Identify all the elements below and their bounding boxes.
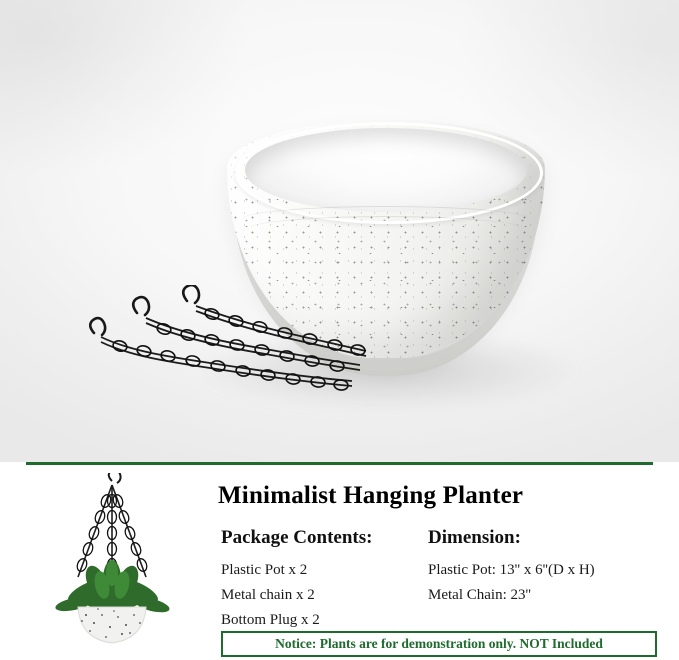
package-contents-column bbox=[221, 527, 431, 633]
metal-chain-set bbox=[60, 285, 380, 405]
lifestyle-photo bbox=[22, 473, 202, 653]
dimension-item: Metal Chain: 23'' bbox=[428, 587, 531, 603]
package-contents-item: Bottom Plug x 2 bbox=[221, 612, 320, 628]
package-contents-item: Metal chain x 2 bbox=[221, 587, 315, 603]
package-contents-item: Plastic Pot x 2 bbox=[221, 562, 308, 578]
metal-chains-svg bbox=[60, 285, 380, 405]
hanging-planter-illustration bbox=[22, 473, 202, 653]
info-panel bbox=[0, 465, 679, 660]
package-contents-heading: Package Contents: bbox=[221, 527, 373, 548]
notice-banner bbox=[221, 631, 657, 657]
notice-text: Notice: Plants are for demonstration only. NOT Included bbox=[275, 636, 603, 651]
dimension-column bbox=[428, 527, 658, 608]
page-title: Minimalist Hanging Planter bbox=[218, 482, 524, 509]
planter-stack-seam-secondary bbox=[247, 216, 525, 243]
dimension-item: Plastic Pot: 13'' x 6''(D x H) bbox=[428, 562, 595, 578]
dimension-heading: Dimension: bbox=[428, 527, 521, 548]
